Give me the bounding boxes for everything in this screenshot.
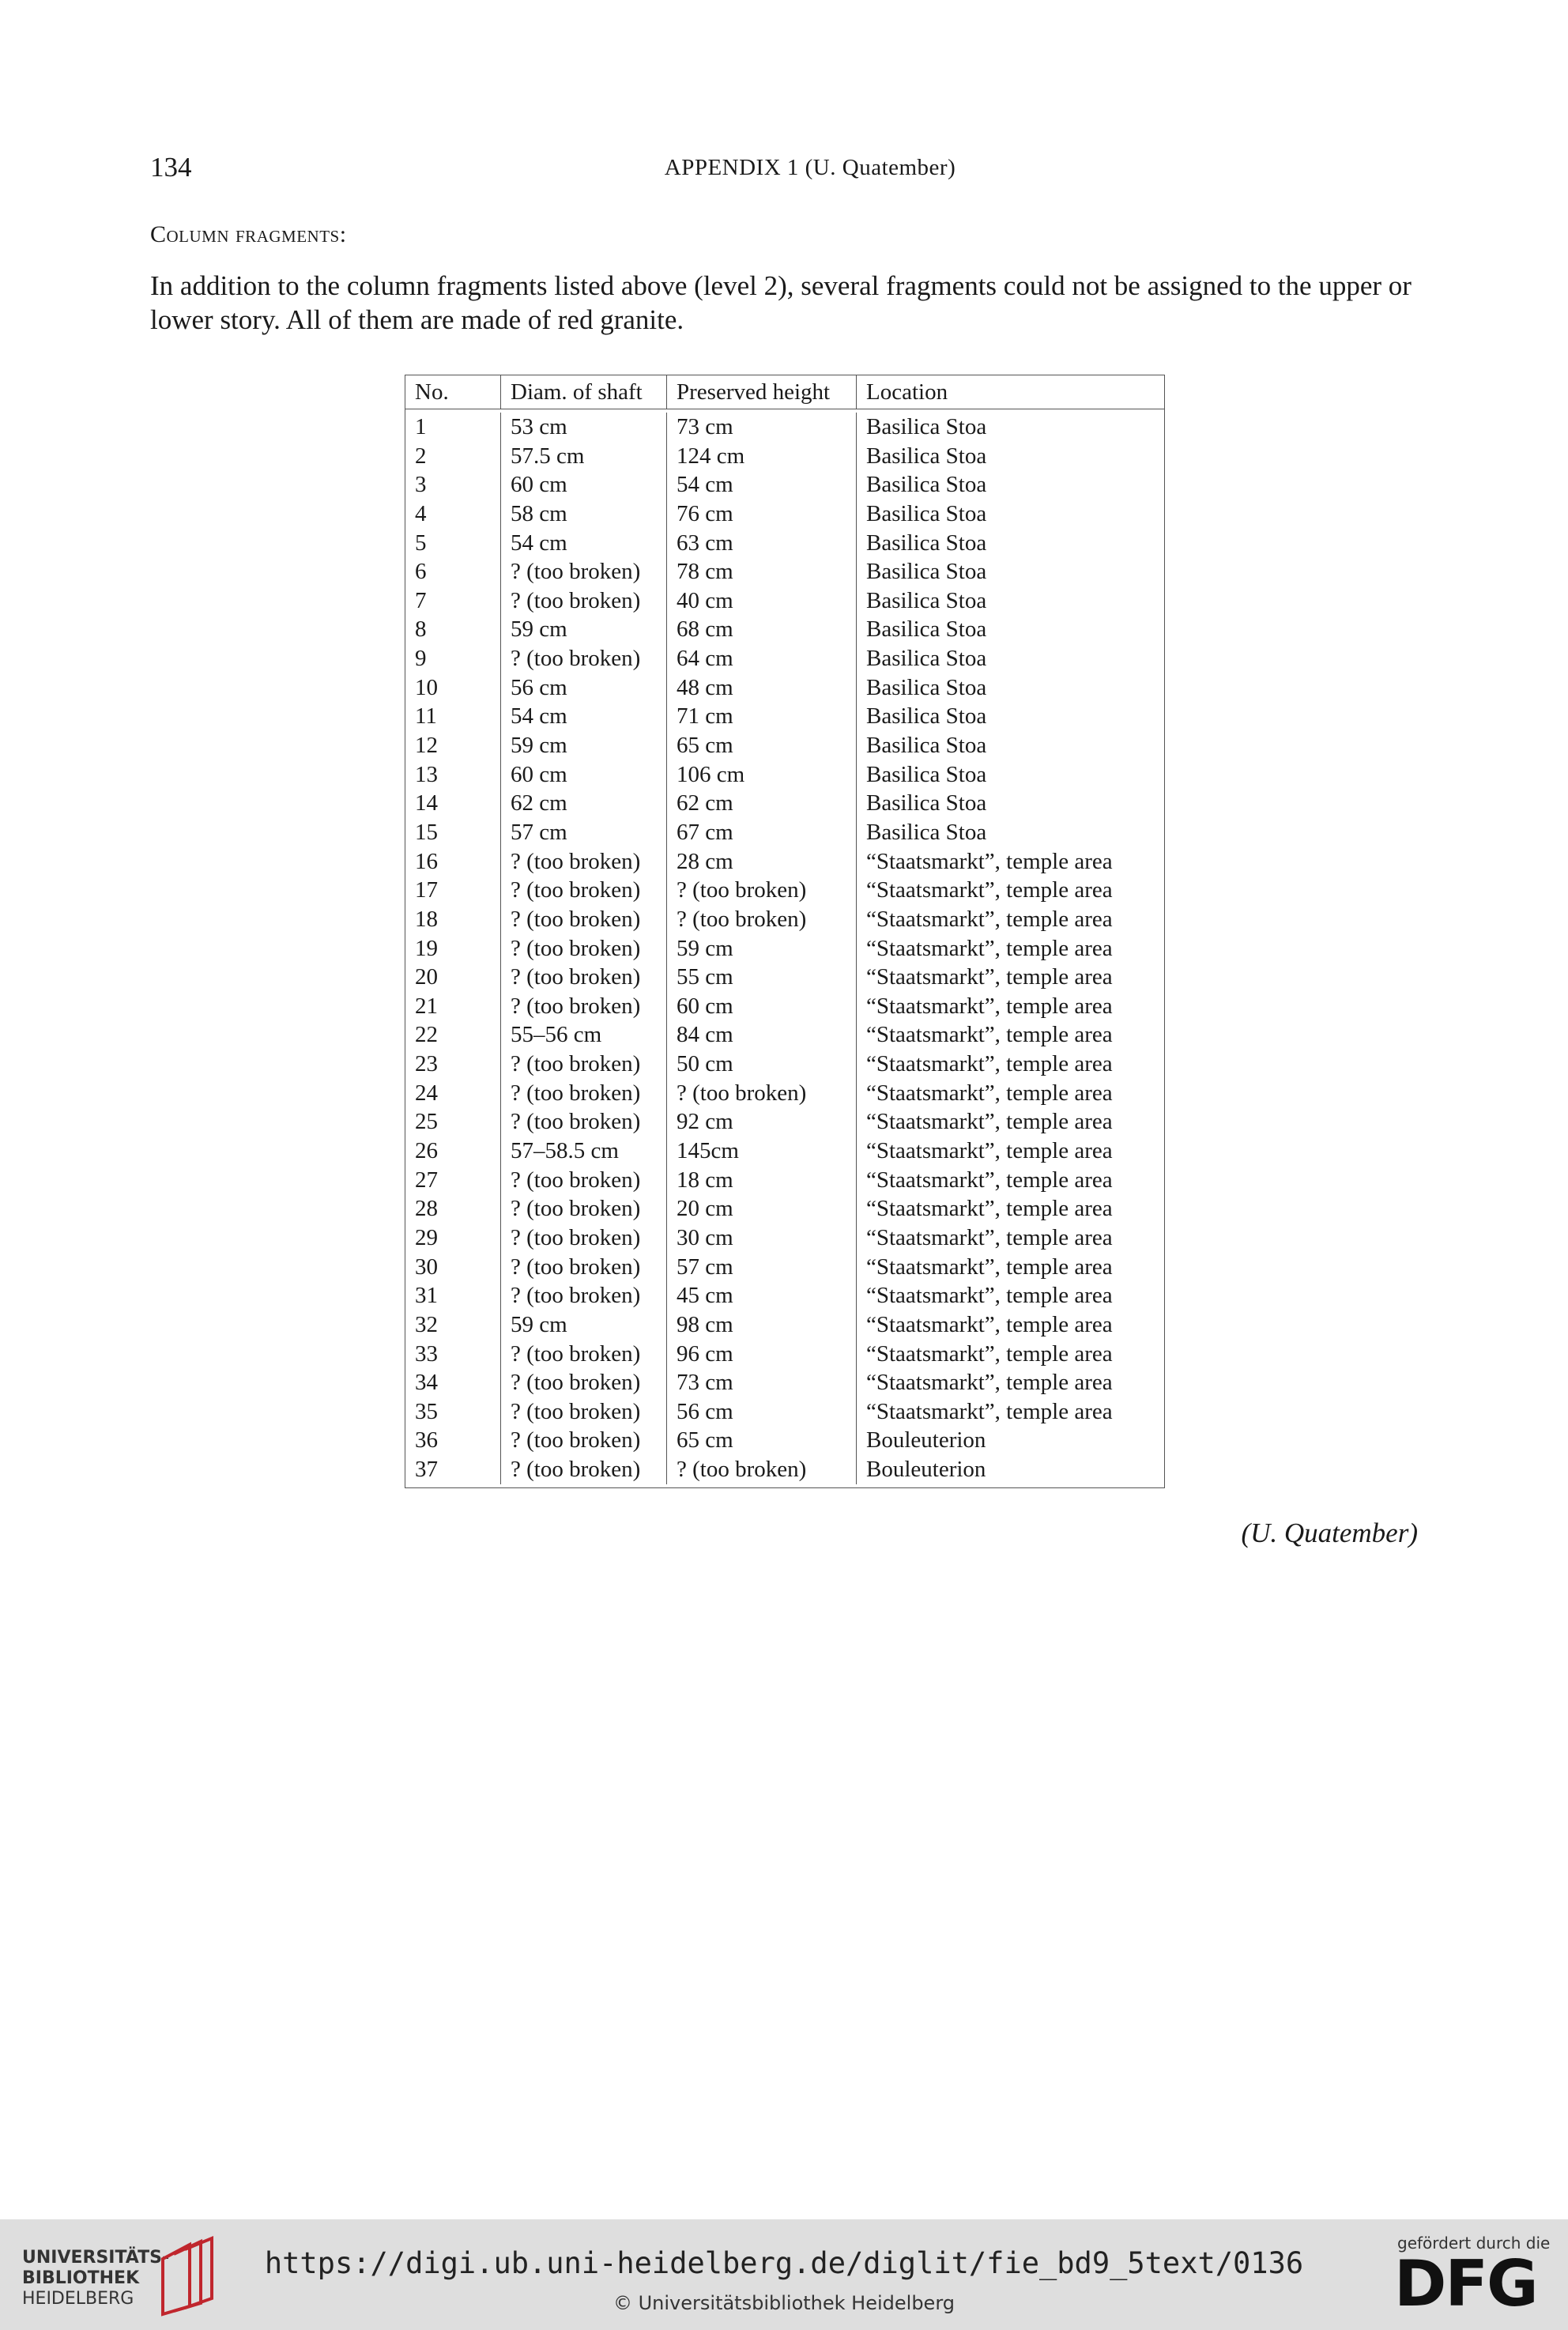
table-body [405, 409, 1164, 1487]
cell-location: Basilica Stoa [866, 761, 987, 787]
cell-diameter: 54 cm [511, 703, 567, 730]
cell-diameter: ? (too broken) [511, 1080, 641, 1106]
cell-no: 34 [415, 1370, 438, 1396]
library-name-line: BIBLIOTHEK [22, 2268, 140, 2288]
cell-height: 145cm [677, 1138, 739, 1164]
cell-diameter: ? (too broken) [511, 1283, 641, 1309]
cell-location: Basilica Stoa [866, 790, 987, 816]
cell-no: 15 [415, 819, 438, 845]
cell-no: 18 [415, 906, 438, 932]
cell-location: Basilica Stoa [866, 587, 987, 613]
cell-height: 96 cm [677, 1340, 733, 1367]
column-no [405, 413, 500, 1484]
cell-diameter: ? (too broken) [511, 993, 641, 1019]
cell-location: “Staatsmarkt”, temple area [866, 1051, 1113, 1077]
cell-location: Basilica Stoa [866, 616, 987, 643]
cell-height: 67 cm [677, 819, 733, 845]
cell-height: 59 cm [677, 935, 733, 961]
author-signature: (U. Quatember) [1241, 1518, 1418, 1548]
cell-diameter: 60 cm [511, 761, 567, 787]
copyright-notice: © Universitätsbibliothek Heidelberg [612, 2292, 955, 2314]
cell-height: 18 cm [677, 1167, 733, 1193]
cell-diameter: ? (too broken) [511, 964, 641, 990]
cell-location: “Staatsmarkt”, temple area [866, 1138, 1113, 1164]
cell-no: 16 [415, 848, 438, 874]
fragments-table [405, 375, 1165, 1488]
cell-height: 76 cm [677, 500, 733, 526]
cell-diameter: 58 cm [511, 500, 567, 526]
cell-height: 92 cm [677, 1109, 733, 1135]
cell-no: 27 [415, 1167, 438, 1193]
funder-note: gefördert durch die [1397, 2234, 1551, 2253]
cell-no: 14 [415, 790, 438, 816]
cell-location: Basilica Stoa [866, 500, 987, 526]
cell-location: Bouleuterion [866, 1457, 986, 1483]
cell-diameter: 55–56 cm [511, 1022, 602, 1048]
cell-diameter: ? (too broken) [511, 1254, 641, 1280]
header-no: No. [415, 379, 449, 405]
cell-height: 55 cm [677, 964, 733, 990]
cell-no: 31 [415, 1283, 438, 1309]
library-name-line: UNIVERSITÄTS- [22, 2248, 170, 2268]
cell-location: “Staatsmarkt”, temple area [866, 848, 1113, 874]
cell-diameter: ? (too broken) [511, 1224, 641, 1250]
cell-diameter: 57 cm [511, 819, 567, 845]
cell-location: Basilica Stoa [866, 819, 987, 845]
cell-location: “Staatsmarkt”, temple area [866, 1398, 1113, 1424]
cell-location: “Staatsmarkt”, temple area [866, 877, 1113, 903]
cell-no: 7 [415, 587, 427, 613]
cell-location: Basilica Stoa [866, 703, 987, 730]
cell-height: 50 cm [677, 1051, 733, 1077]
cell-diameter: ? (too broken) [511, 848, 641, 874]
cell-height: 63 cm [677, 530, 733, 556]
cell-diameter: ? (too broken) [511, 587, 641, 613]
cell-no: 36 [415, 1427, 438, 1453]
header-diameter: Diam. of shaft [500, 375, 666, 409]
cell-height: 73 cm [677, 1370, 733, 1396]
cell-no: 33 [415, 1340, 438, 1367]
cell-diameter: ? (too broken) [511, 1427, 641, 1453]
cell-diameter: 59 cm [511, 616, 567, 643]
cell-location: Bouleuterion [866, 1427, 986, 1453]
cell-location: “Staatsmarkt”, temple area [866, 1311, 1113, 1337]
cell-diameter: 54 cm [511, 530, 567, 556]
column-diameter [500, 413, 666, 1484]
cell-location: Basilica Stoa [866, 674, 987, 700]
cell-height: ? (too broken) [677, 1080, 807, 1106]
cell-height: 65 cm [677, 733, 733, 759]
cell-diameter: ? (too broken) [511, 906, 641, 932]
cell-diameter: ? (too broken) [511, 1398, 641, 1424]
column-location [856, 413, 1164, 1484]
cell-no: 17 [415, 877, 438, 903]
cell-no: 9 [415, 646, 427, 672]
cell-diameter: 53 cm [511, 414, 567, 439]
cell-height: 60 cm [677, 993, 733, 1019]
cell-no: 23 [415, 1051, 438, 1077]
cell-location: Basilica Stoa [866, 646, 987, 672]
cell-diameter: ? (too broken) [511, 1051, 641, 1077]
cell-location: “Staatsmarkt”, temple area [866, 1224, 1113, 1250]
cell-diameter: 62 cm [511, 790, 567, 816]
cell-no: 32 [415, 1311, 438, 1337]
cell-diameter: ? (too broken) [511, 1196, 641, 1222]
cell-no: 1 [415, 414, 427, 439]
cell-diameter: ? (too broken) [511, 935, 641, 961]
cell-height: 73 cm [677, 414, 733, 439]
header-location: Location [856, 375, 1164, 409]
library-name-line: HEIDELBERG [22, 2289, 134, 2309]
cell-diameter: ? (too broken) [511, 1457, 641, 1483]
page-number: 134 [150, 152, 192, 183]
cell-diameter: 60 cm [511, 472, 567, 498]
cell-no: 29 [415, 1224, 438, 1250]
cell-location: Basilica Stoa [866, 472, 987, 498]
cell-no: 6 [415, 559, 427, 585]
header-height: Preserved height [666, 375, 856, 409]
cell-no: 22 [415, 1022, 438, 1048]
cell-location: Basilica Stoa [866, 559, 987, 585]
cell-height: 57 cm [677, 1254, 733, 1280]
cell-height: 56 cm [677, 1398, 733, 1424]
cell-no: 28 [415, 1196, 438, 1222]
cell-diameter: ? (too broken) [511, 1340, 641, 1367]
cell-location: “Staatsmarkt”, temple area [866, 935, 1113, 961]
cell-location: “Staatsmarkt”, temple area [866, 964, 1113, 990]
cell-diameter: 59 cm [511, 733, 567, 759]
cell-no: 10 [415, 674, 438, 700]
cell-diameter: ? (too broken) [511, 1109, 641, 1135]
table-header-row [405, 375, 1164, 409]
cell-no: 20 [415, 964, 438, 990]
cell-height: 30 cm [677, 1224, 733, 1250]
cell-height: 54 cm [677, 472, 733, 498]
cell-location: “Staatsmarkt”, temple area [866, 1370, 1113, 1396]
cell-height: ? (too broken) [677, 877, 807, 903]
cell-location: “Staatsmarkt”, temple area [866, 1109, 1113, 1135]
cell-location: “Staatsmarkt”, temple area [866, 1340, 1113, 1367]
cell-height: 48 cm [677, 674, 733, 700]
cell-location: “Staatsmarkt”, temple area [866, 906, 1113, 932]
intro-paragraph: In addition to the column fragments listed above (level 2), several fragments could not be assigned to the upper or lower story. All of them are made of red granite. [150, 270, 1412, 335]
cell-no: 30 [415, 1254, 438, 1280]
running-head: APPENDIX 1 (U. Quatember) [664, 155, 956, 180]
cell-location: “Staatsmarkt”, temple area [866, 1080, 1113, 1106]
cell-no: 21 [415, 993, 438, 1019]
cell-height: 106 cm [677, 761, 745, 787]
cell-height: 84 cm [677, 1022, 733, 1048]
cell-location: Basilica Stoa [866, 443, 987, 469]
cell-no: 12 [415, 733, 438, 759]
cell-diameter: 59 cm [511, 1311, 567, 1337]
cell-height: 45 cm [677, 1283, 733, 1309]
cell-height: ? (too broken) [677, 906, 807, 932]
cell-location: Basilica Stoa [866, 414, 987, 439]
cell-height: 65 cm [677, 1427, 733, 1453]
cell-height: 71 cm [677, 703, 733, 730]
cell-no: 13 [415, 761, 438, 787]
cell-height: 20 cm [677, 1196, 733, 1222]
cell-height: 64 cm [677, 646, 733, 672]
cell-location: “Staatsmarkt”, temple area [866, 1283, 1113, 1309]
cell-diameter: 57–58.5 cm [511, 1138, 619, 1164]
cell-no: 8 [415, 616, 427, 643]
cell-location: “Staatsmarkt”, temple area [866, 1254, 1113, 1280]
cell-no: 37 [415, 1457, 438, 1483]
cell-diameter: ? (too broken) [511, 559, 641, 585]
cell-height: 98 cm [677, 1311, 733, 1337]
cell-no: 19 [415, 935, 438, 961]
cell-location: “Staatsmarkt”, temple area [866, 1167, 1113, 1193]
cell-no: 35 [415, 1398, 438, 1424]
footer-bar [0, 2219, 1568, 2330]
cell-height: 124 cm [677, 443, 745, 469]
cell-location: “Staatsmarkt”, temple area [866, 1022, 1113, 1048]
cell-diameter: ? (too broken) [511, 1167, 641, 1193]
cell-location: “Staatsmarkt”, temple area [866, 993, 1113, 1019]
cell-height: 78 cm [677, 559, 733, 585]
cell-no: 4 [415, 500, 427, 526]
dfg-logo: DFG [1394, 2247, 1537, 2321]
cell-height: 40 cm [677, 587, 733, 613]
cell-diameter: ? (too broken) [511, 1370, 641, 1396]
cell-no: 24 [415, 1080, 438, 1106]
cell-location: Basilica Stoa [866, 733, 987, 759]
cell-no: 25 [415, 1109, 438, 1135]
cell-no: 26 [415, 1138, 438, 1164]
cell-no: 5 [415, 530, 427, 556]
cell-height: 68 cm [677, 616, 733, 643]
section-heading: Column fragments: [150, 221, 347, 247]
cell-location: Basilica Stoa [866, 530, 987, 556]
cell-diameter: 57.5 cm [511, 443, 585, 469]
cell-diameter: 56 cm [511, 674, 567, 700]
cell-height: 28 cm [677, 848, 733, 874]
source-url-link[interactable]: https://digi.ub.uni-heidelberg.de/diglit/fie_bd9_5text/0136 [264, 2246, 1304, 2280]
cell-no: 2 [415, 443, 427, 469]
column-height [666, 413, 856, 1484]
cell-location: “Staatsmarkt”, temple area [866, 1196, 1113, 1222]
cell-no: 11 [415, 703, 437, 730]
cell-diameter: ? (too broken) [511, 877, 641, 903]
cell-height: ? (too broken) [677, 1457, 807, 1483]
cell-no: 3 [415, 472, 427, 498]
cell-height: 62 cm [677, 790, 733, 816]
cell-diameter: ? (too broken) [511, 646, 641, 672]
